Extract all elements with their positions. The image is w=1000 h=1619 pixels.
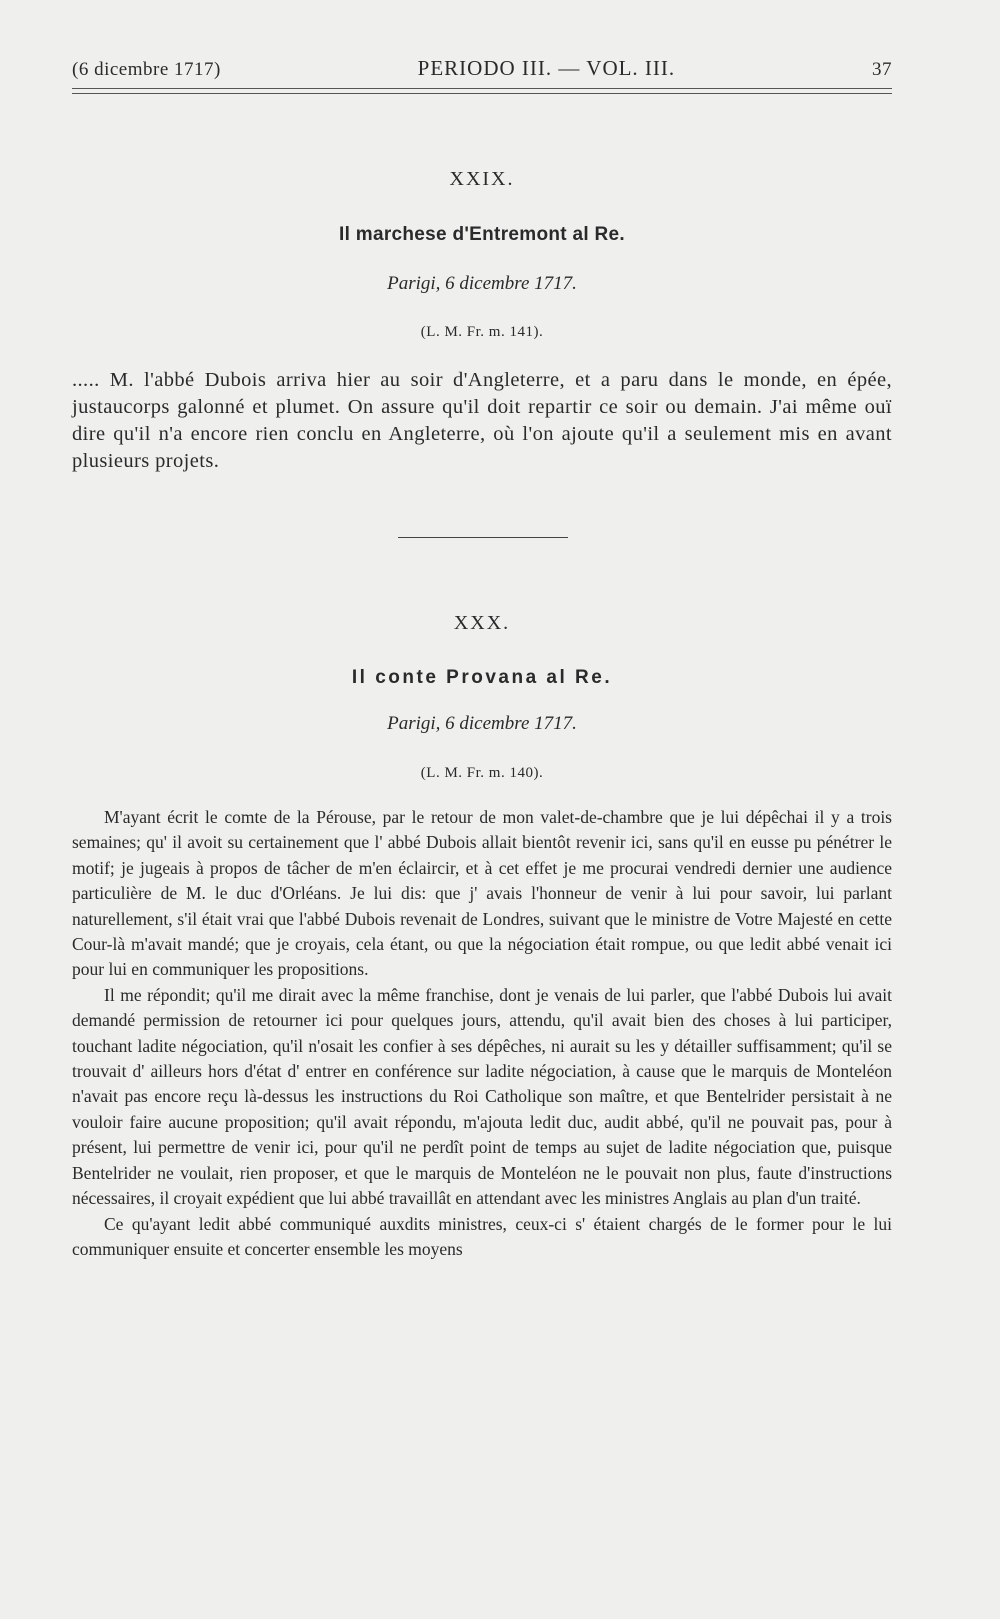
body-paragraph: Il me répondit; qu'il me dirait avec la même franchise, dont je venais de lui parler, que l'abbé Dubois lui avait demandé permission de retourner ici pour quelques jours, attendu, qu'il avait bien des choses à lui participer, touchant ladite négociation, qu'il n'osait les confier à ses dépêches, ni aurait su les y détailler suffisamment; qu'il se trouvait d' ailleurs hors d'état d' entrer en conférence sur ladite négociation, à cause que le marquis de Monteléon n'avait pas encore reçu là-dessus les instructions du Roi Catholique son maître, et que Bentelrider persistait à ne vouloir faire aucune proposition; qu'il avait répondu, m'ajouta ledit duc, audit abbé, qu'il ne pouvait pas, pour à présent, lui permettre de venir ici, pour qu'il ne perdît point de temps au sujet de ladite négociation que, puisque Bentelrider ne voulait, rien proposer, et que le marquis de Monteléon ne le pouvait non plus, faute d'instructions nécessaires, il croyait expédient que lui abbé travaillât en attendant avec les ministres Anglais au plan d'un traité. [72, 984, 892, 1209]
header-date: (6 dicembre 1717) [72, 59, 221, 80]
section-separator [398, 537, 568, 538]
doc-title: Il conte Provana al Re. [351, 667, 613, 688]
body-paragraph: M'ayant écrit le comte de la Pérouse, par le retour de mon valet-de-chambre que je lui dépêchai il y a trois semaines; qu' il avoit su certainement que l' abbé Dubois allait bientôt revenir ici, sans qu'il en eusse pu pénétrer le motif; je jugeais à propos de tâcher de m'en éclaircir, et à cet effet je me procurai vendredi dernier une audience particulière de M. le duc d'Orléans. Je lui dis: que j' avais l'honneur de venir à lui pour savoir, lui parlant naturellement, s'il était vrai que l'abbé Dubois revenait de Londres, suivant que le ministre de Votre Majesté en cette Cour-là m'avait mandé; que je croyais, cela étant, ou que la négociation était rompue, ou que ledit abbé venait ici pour lui en communiquer les propositions. [72, 807, 892, 980]
doc-body [72, 805, 892, 1262]
doc-place-date: Parigi, 6 dicembre 1717. [387, 273, 577, 294]
body-paragraph: ..... M. l'abbé Dubois arriva hier au soir d'Angleterre, et a paru dans le monde, en épée, justaucorps galonné et plumet. On assure qu'il doit repartir ce soir ou demain. J'ai même ouï dire qu'il n'a encore rien conclu en Angleterre, où l'on ajoute qu'il a seulement mis en avant plusieurs projets. [72, 369, 892, 472]
header-rule [72, 88, 892, 89]
doc-number: XXIX. [449, 168, 515, 190]
doc-source: (L. M. Fr. m. 140). [420, 765, 544, 781]
doc-source: (L. M. Fr. m. 141). [420, 324, 544, 340]
running-header [72, 56, 892, 81]
doc-title: Il marchese d'Entremont al Re. [339, 224, 625, 245]
doc-body [72, 367, 892, 475]
header-rule-thin [72, 93, 892, 94]
body-paragraph: Ce qu'ayant ledit abbé communiqué auxdits ministres, ceux-ci s' étaient chargés de le former pour le lui communiquer ensuite et concerter ensemble les moyens [72, 1213, 892, 1259]
header-volume: PERIODO III. — VOL. III. [417, 56, 676, 80]
doc-number: XXX. [453, 612, 511, 634]
page-number: 37 [872, 59, 892, 80]
doc-place-date: Parigi, 6 dicembre 1717. [387, 713, 577, 734]
